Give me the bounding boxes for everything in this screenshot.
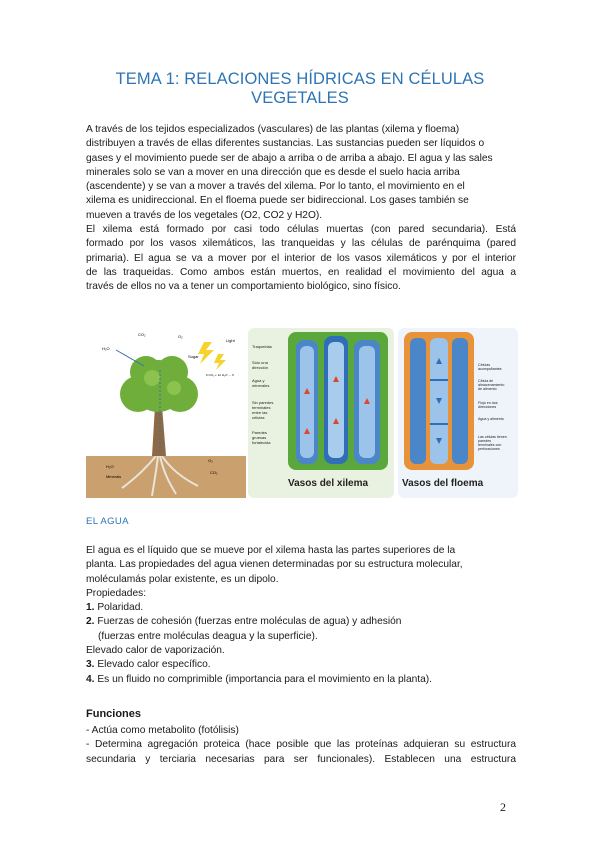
label-equation: 6 CO₂ + 12 H₂O → 6 bbox=[206, 373, 234, 377]
label-light: Light bbox=[226, 338, 235, 343]
text-line: - Determina agregación proteica (hace posible que las proteínas adquieran su estructura bbox=[86, 739, 516, 751]
page-number: 2 bbox=[500, 800, 506, 814]
xylem-label: entre las bbox=[252, 410, 268, 415]
xylem-label: Traqueidas bbox=[252, 344, 272, 349]
xylem-label: Paredes bbox=[252, 430, 267, 435]
xylem-label: Sin paredes bbox=[252, 400, 274, 405]
phloem-label: Flujo en dos bbox=[478, 401, 498, 405]
xylem-caption: Vasos del xilema bbox=[288, 478, 369, 489]
list-item: 3. Elevado calor específico. bbox=[86, 659, 211, 671]
phloem-label: direcciones bbox=[478, 405, 497, 409]
label-h2o-left: H₂O bbox=[102, 346, 110, 351]
intro-paragraph bbox=[86, 123, 516, 223]
text-line: formado por los vasos xilemáticos, las tranqueidas y las células de parénquima (pared bbox=[86, 238, 516, 250]
agua-paragraph bbox=[86, 544, 516, 687]
text-line: El xilema está formado por casi todo células muertas (con pared secundaria). Está bbox=[86, 224, 516, 235]
xylem-paragraph bbox=[86, 223, 516, 294]
phloem-label: terminales con bbox=[478, 443, 502, 447]
xylem-diagram bbox=[248, 328, 394, 498]
phloem-label: Las células tienen bbox=[478, 435, 507, 439]
plant-water-diagram bbox=[86, 328, 246, 498]
label-h2o-soil: H₂O bbox=[106, 464, 114, 469]
properties-label: Propiedades: bbox=[86, 587, 147, 599]
text-line: moléculamás polar existente, es un dipolo. bbox=[86, 573, 279, 585]
phloem-label: Agua y alimento bbox=[478, 417, 504, 421]
text-line: (ascendente) y se van a mover a través del xilema. Por lo tanto, el movimiento en el bbox=[86, 181, 465, 193]
list-item: Elevado calor de vaporización. bbox=[86, 645, 225, 657]
section-heading-agua: EL AGUA bbox=[86, 516, 129, 527]
phloem-label: almacenamiento bbox=[478, 383, 505, 387]
label-minerals: Minerals bbox=[106, 474, 122, 479]
text-line: gases y el movimiento puede ser de abajo a arriba o de arriba a abajo. El agua y las sales bbox=[86, 152, 493, 164]
list-item: (fuerzas entre moléculas deagua y la superficie). bbox=[98, 630, 318, 642]
text-line: minerales solo se van a mover en una dirección que es desde el suelo hacia arriba bbox=[86, 166, 460, 178]
text-line: A través de los tejidos especializados (vasculares) de las plantas (xilema y floema) bbox=[86, 124, 460, 135]
xylem-label: Sólo una bbox=[252, 360, 268, 365]
funciones-paragraph bbox=[86, 724, 516, 767]
phloem-caption: Vasos del floema bbox=[402, 478, 484, 489]
list-item: 2. Fuerzas de cohesión (fuerzas entre moléculas de agua) y adhesión bbox=[86, 616, 402, 628]
text-line: - Actúa como metabolito (fotólisis) bbox=[86, 725, 239, 736]
text-line: planta. Las propiedades del agua vienen determinadas por su estructura molecular, bbox=[86, 559, 463, 571]
figures-row bbox=[86, 328, 516, 498]
list-item: 4. Es un fluido no comprimible (importancia para el movimiento en la planta). bbox=[86, 673, 432, 685]
label-o2-top: O₂ bbox=[178, 334, 183, 339]
page-title: TEMA 1: RELACIONES HÍDRICAS EN CÉLULAS VEGETALES bbox=[115, 70, 485, 107]
phloem-label: perforaciones bbox=[478, 447, 500, 451]
text-line: mueven a través de los vegetales (O2, CO2 y H2O). bbox=[86, 209, 323, 221]
phloem-label: de alimento bbox=[478, 387, 497, 391]
xylem-label: gruesas bbox=[252, 435, 267, 440]
section-heading-funciones: Funciones bbox=[86, 708, 142, 720]
xylem-label: fortalecida bbox=[252, 440, 271, 445]
label-co2-top: CO₂ bbox=[138, 332, 146, 337]
text-line: través de ellos no va a tener un comportamiento biológico, sino físico. bbox=[86, 281, 401, 293]
phloem-diagram bbox=[398, 328, 518, 498]
text-line: El agua es el líquido que se mueve por el xilema hasta las partes superiores de la bbox=[86, 545, 456, 556]
phloem-label: Células bbox=[478, 363, 490, 367]
xylem-label: minerales bbox=[252, 383, 270, 388]
list-item: 1. Polaridad. bbox=[86, 602, 144, 614]
text-line: primaria). El agua se va a mover por el interior de los vasos xilemáticos y por el interior bbox=[86, 252, 516, 264]
phloem-label: paredes bbox=[478, 439, 491, 443]
text-line: distribuyen a través de ellas diferentes sustancias. Las sustancias pueden ser líquidos o bbox=[86, 138, 485, 150]
label-co2-soil: CO₂ bbox=[210, 470, 218, 475]
text-line: secundaria y terciaria necesarias para ser funcionales). Establecen una estructura bbox=[86, 753, 516, 765]
xylem-label: terminales bbox=[252, 405, 271, 410]
phloem-label: acompañantes bbox=[478, 367, 502, 371]
label-sugar: Sugar bbox=[188, 354, 199, 359]
label-o2-soil: O₂ bbox=[208, 458, 213, 463]
xylem-label: Agua y bbox=[252, 378, 265, 383]
text-line: de las traqueidas. Como ambos están muertos, en realidad el movimiento del agua a bbox=[86, 266, 516, 278]
xylem-label: dirección bbox=[252, 365, 269, 370]
phloem-label: Célula de bbox=[478, 379, 494, 383]
xylem-label: células bbox=[252, 415, 265, 420]
text-line: xilema es unidireccional. En el floema puede ser bidireccional. Los gases también se bbox=[86, 195, 469, 207]
